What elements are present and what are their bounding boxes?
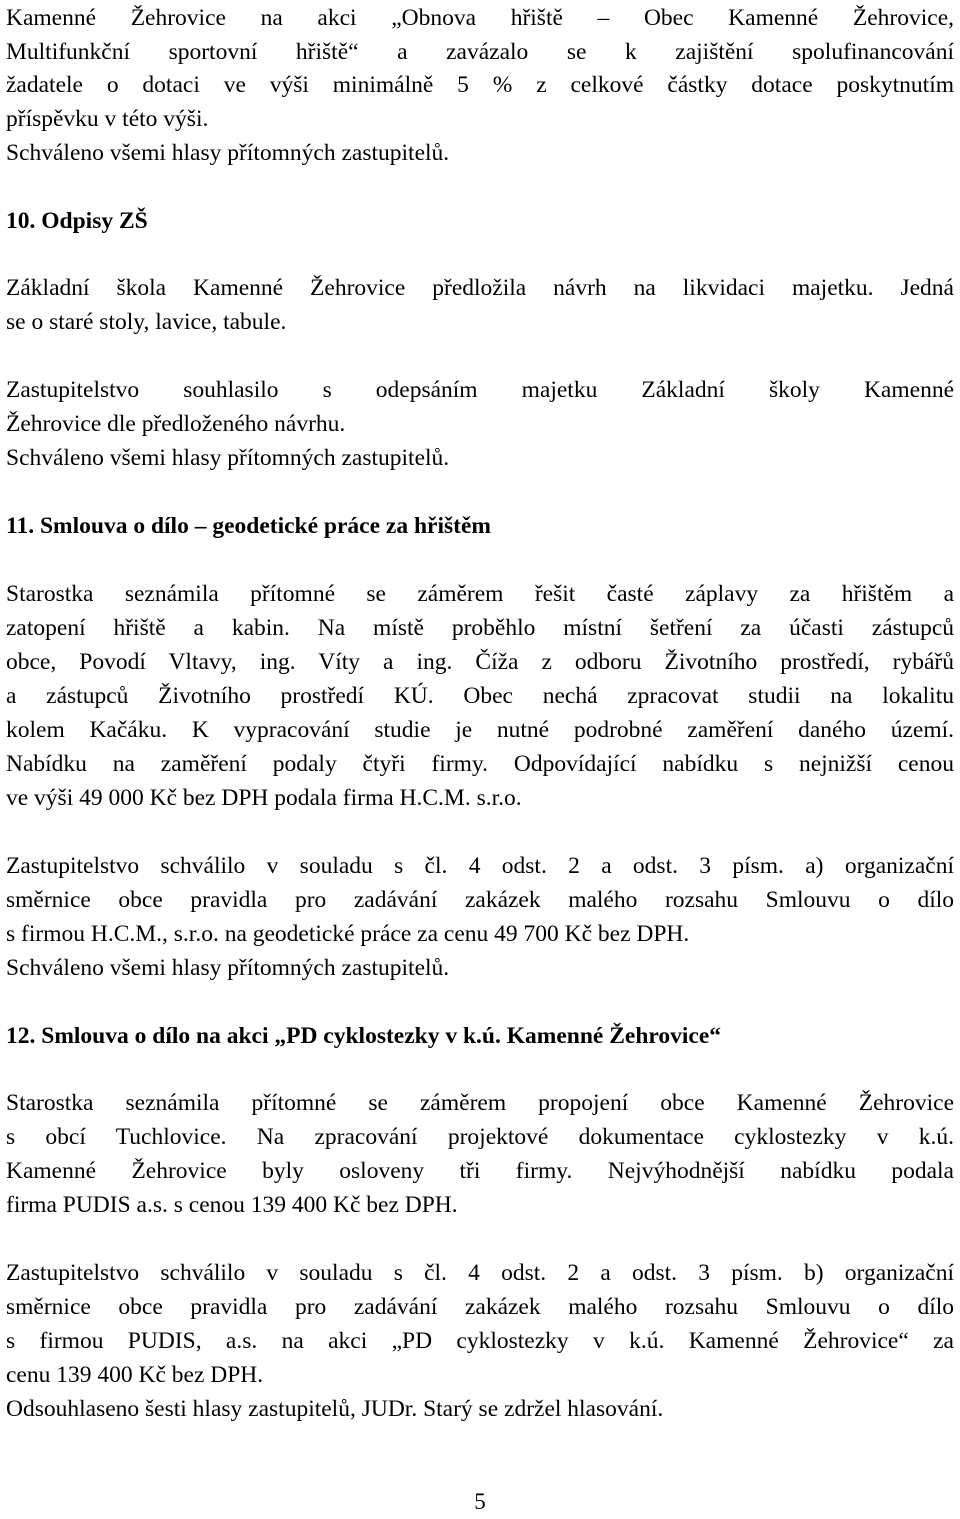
paragraph-line: Zastupitelstvo schválilo v souladu s čl. 4 odst. 2 a odst. 3 písm. b) organizační <box>6 1260 954 1286</box>
paragraph-line: Nabídku na zaměření podaly čtyři firmy. Odpovídající nabídku s nejnižší cenou <box>6 751 954 777</box>
section-heading: 10. Odpisy ZŠ <box>6 208 148 234</box>
paragraph-line: kolem Kačáku. K vypracování studie je nutné podrobné zaměření daného území. <box>6 717 954 743</box>
paragraph-line: s firmou PUDIS, a.s. na akci „PD cyklostezky v k.ú. Kamenné Žehrovice“ za <box>6 1328 954 1354</box>
paragraph-line: a zástupců Životního prostředí KÚ. Obec nechá zpracovat studii na lokalitu <box>6 683 954 709</box>
paragraph-line: směrnice obce pravidla pro zadávání zakázek malého rozsahu Smlouvu o dílo <box>6 1294 954 1320</box>
page-number: 5 <box>474 1489 486 1514</box>
paragraph-line: příspěvku v této výši. <box>6 106 209 132</box>
paragraph-line: Zastupitelstvo schválilo v souladu s čl. 4 odst. 2 a odst. 3 písm. a) organizační <box>6 853 954 879</box>
paragraph-line: Zastupitelstvo souhlasilo s odepsáním majetku Základní školy Kamenné <box>6 377 954 403</box>
section-heading: 12. Smlouva o dílo na akci „PD cyklostezky v k.ú. Kamenné Žehrovice“ <box>6 1023 722 1049</box>
section-heading: 11. Smlouva o dílo – geodetické práce za hřištěm <box>6 513 491 539</box>
paragraph-line: Kamenné Žehrovice byly osloveny tři firmy. Nejvýhodnější nabídku podala <box>6 1158 954 1184</box>
paragraph-line: směrnice obce pravidla pro zadávání zakázek malého rozsahu Smlouvu o dílo <box>6 887 954 913</box>
paragraph-line: Žehrovice dle předloženého návrhu. <box>6 411 346 437</box>
paragraph-line: s obcí Tuchlovice. Na zpracování projektové dokumentace cyklostezky v k.ú. <box>6 1124 954 1150</box>
paragraph-line: Multifunkční sportovní hřiště“ a zavázalo se k zajištění spolufinancování <box>6 39 954 65</box>
approval-note: Schváleno všemi hlasy přítomných zastupitelů. <box>6 140 450 166</box>
paragraph-line: Kamenné Žehrovice na akci „Obnova hřiště – Obec Kamenné Žehrovice, <box>6 5 954 31</box>
paragraph-line: cenu 139 400 Kč bez DPH. <box>6 1362 264 1388</box>
approval-note: Odsouhlaseno šesti hlasy zastupitelů, JUDr. Starý se zdržel hlasování. <box>6 1396 664 1422</box>
paragraph-line: firma PUDIS a.s. s cenou 139 400 Kč bez DPH. <box>6 1192 458 1218</box>
paragraph-line: žadatele o dotaci ve výši minimálně 5 % z celkové částky dotace poskytnutím <box>6 72 954 98</box>
paragraph-line: zatopení hřiště a kabin. Na místě proběhlo místní šetření za účasti zástupců <box>6 615 954 641</box>
paragraph-line: Starostka seznámila přítomné se záměrem propojení obce Kamenné Žehrovice <box>6 1090 954 1116</box>
paragraph-line: Starostka seznámila přítomné se záměrem řešit časté záplavy za hřištěm a <box>6 581 954 607</box>
paragraph-line: s firmou H.C.M., s.r.o. na geodetické práce za cenu 49 700 Kč bez DPH. <box>6 921 690 947</box>
paragraph-line: se o staré stoly, lavice, tabule. <box>6 309 287 335</box>
approval-note: Schváleno všemi hlasy přítomných zastupitelů. <box>6 445 450 471</box>
paragraph-line: Základní škola Kamenné Žehrovice předložila návrh na likvidaci majetku. Jedná <box>6 275 954 301</box>
approval-note: Schváleno všemi hlasy přítomných zastupitelů. <box>6 955 450 981</box>
paragraph-line: obce, Povodí Vltavy, ing. Víty a ing. Číža z odboru Životního prostředí, rybářů <box>6 649 954 675</box>
paragraph-line: ve výši 49 000 Kč bez DPH podala firma H.C.M. s.r.o. <box>6 785 522 811</box>
